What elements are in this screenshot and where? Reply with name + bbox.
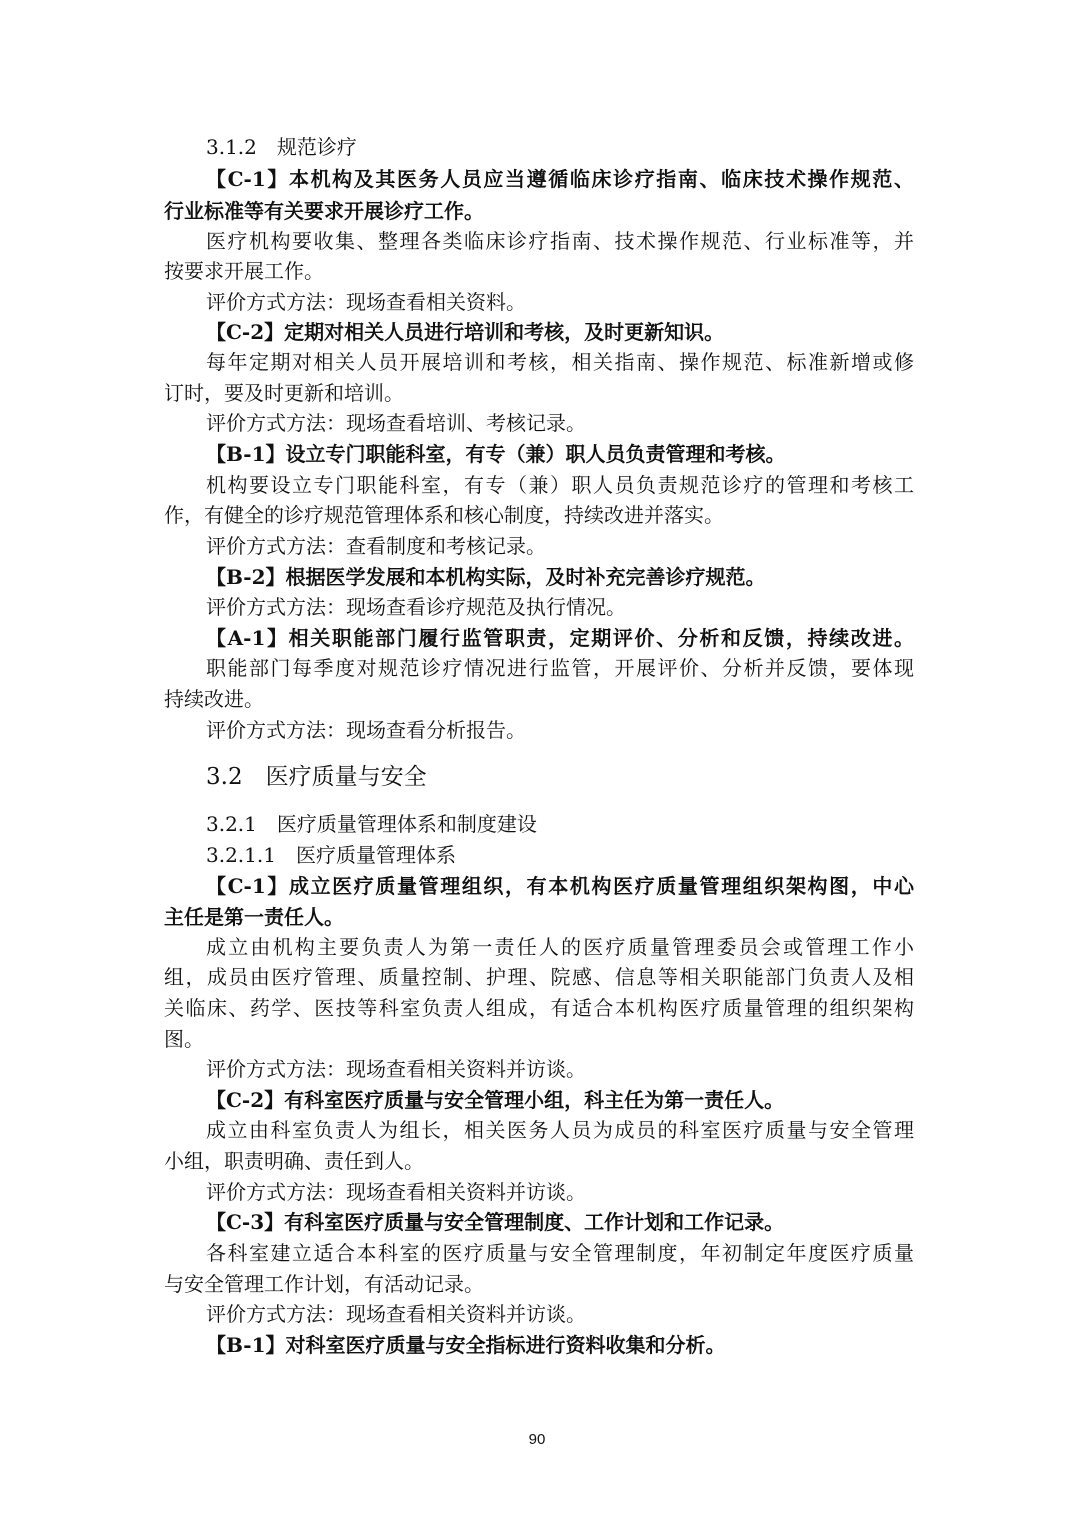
section-heading-3-2: 3.2 医疗质量与安全 bbox=[206, 764, 427, 790]
body-text: 关临床、药学、医技等科室负责人组成，有适合本机构医疗质量管理的组织架构 bbox=[164, 996, 914, 1020]
criterion-c2-heading: 【C-2】有科室医疗质量与安全管理小组，科主任为第一责任人。 bbox=[206, 1088, 785, 1112]
evaluation-method: 评价方式方法：现场查看相关资料并访谈。 bbox=[206, 1302, 586, 1326]
section-heading-3-2-1-1: 3.2.1.1 医疗质量管理体系 bbox=[206, 843, 456, 867]
evaluation-method: 评价方式方法：现场查看培训、考核记录。 bbox=[206, 411, 586, 435]
body-text: 订时，要及时更新和培训。 bbox=[164, 381, 404, 405]
body-text: 持续改进。 bbox=[164, 687, 264, 711]
criterion-a1-heading: 【A-1】相关职能部门履行监管职责，定期评价、分析和反馈，持续改进。 bbox=[206, 626, 914, 650]
criterion-c1-heading-cont: 行业标准等有关要求开展诊疗工作。 bbox=[164, 199, 484, 223]
evaluation-method: 评价方式方法：查看制度和考核记录。 bbox=[206, 534, 546, 558]
body-text: 每年定期对相关人员开展培训和考核，相关指南、操作规范、标准新增或修 bbox=[206, 350, 914, 374]
criterion-c1-heading: 【C-1】本机构及其医务人员应当遵循临床诊疗指南、临床技术操作规范、 bbox=[206, 167, 914, 191]
evaluation-method: 评价方式方法：现场查看相关资料。 bbox=[206, 290, 526, 314]
evaluation-method: 评价方式方法：现场查看相关资料并访谈。 bbox=[206, 1057, 586, 1081]
body-text: 图。 bbox=[164, 1027, 204, 1051]
evaluation-method: 评价方式方法：现场查看诊疗规范及执行情况。 bbox=[206, 595, 626, 619]
page-number: 90 bbox=[528, 1431, 546, 1448]
section-heading-3-1-2: 3.1.2 规范诊疗 bbox=[206, 135, 357, 159]
body-text: 各科室建立适合本科室的医疗质量与安全管理制度，年初制定年度医疗质量 bbox=[206, 1241, 914, 1265]
criterion-c2-heading: 【C-2】定期对相关人员进行培训和考核，及时更新知识。 bbox=[206, 320, 725, 344]
evaluation-method: 评价方式方法：现场查看分析报告。 bbox=[206, 718, 526, 742]
body-text: 作，有健全的诊疗规范管理体系和核心制度，持续改进并落实。 bbox=[164, 503, 724, 527]
section-heading-3-2-1: 3.2.1 医疗质量管理体系和制度建设 bbox=[206, 812, 537, 836]
criterion-c1-heading: 【C-1】成立医疗质量管理组织，有本机构医疗质量管理组织架构图，中心 bbox=[206, 874, 914, 898]
body-text: 职能部门每季度对规范诊疗情况进行监管，开展评价、分析并反馈，要体现 bbox=[206, 656, 914, 680]
body-text: 按要求开展工作。 bbox=[164, 259, 324, 283]
criterion-b1-heading: 【B-1】设立专门职能科室，有专（兼）职人员负责管理和考核。 bbox=[206, 442, 786, 466]
evaluation-method: 评价方式方法：现场查看相关资料并访谈。 bbox=[206, 1180, 586, 1204]
body-text: 小组，职责明确、责任到人。 bbox=[164, 1149, 424, 1173]
body-text: 机构要设立专门职能科室，有专（兼）职人员负责规范诊疗的管理和考核工 bbox=[206, 473, 914, 497]
body-text: 医疗机构要收集、整理各类临床诊疗指南、技术操作规范、行业标准等，并 bbox=[206, 229, 914, 253]
body-text: 组，成员由医疗管理、质量控制、护理、院感、信息等相关职能部门负责人及相 bbox=[164, 965, 914, 989]
criterion-b2-heading: 【B-2】根据医学发展和本机构实际，及时补充完善诊疗规范。 bbox=[206, 565, 766, 589]
criterion-c3-heading: 【C-3】有科室医疗质量与安全管理制度、工作计划和工作记录。 bbox=[206, 1210, 785, 1234]
criterion-c1-heading-cont: 主任是第一责任人。 bbox=[164, 905, 344, 929]
body-text: 成立由科室负责人为组长，相关医务人员为成员的科室医疗质量与安全管理 bbox=[206, 1118, 914, 1142]
criterion-b1-heading: 【B-1】对科室医疗质量与安全指标进行资料收集和分析。 bbox=[206, 1333, 726, 1357]
body-text: 与安全管理工作计划，有活动记录。 bbox=[164, 1272, 484, 1296]
body-text: 成立由机构主要负责人为第一责任人的医疗质量管理委员会或管理工作小 bbox=[206, 935, 914, 959]
